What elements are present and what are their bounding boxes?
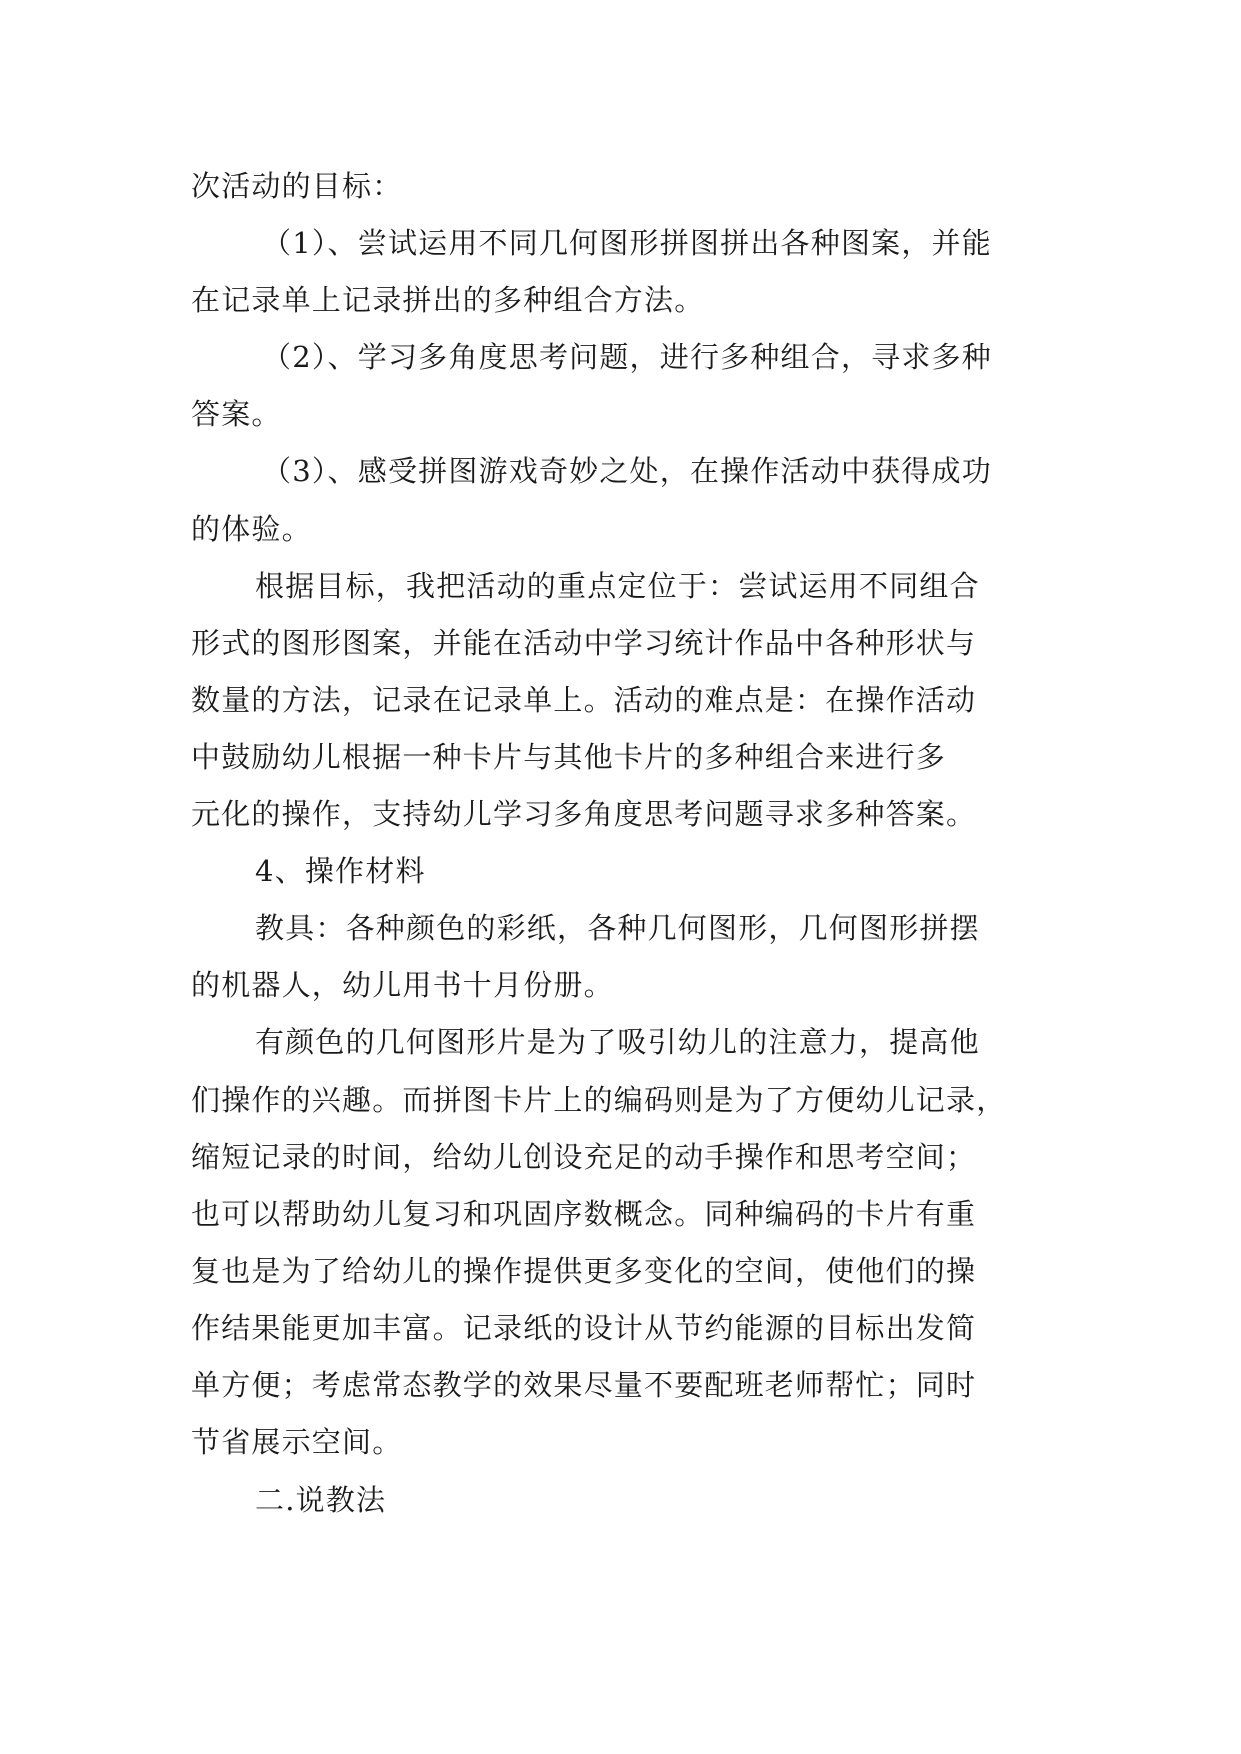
- text-line: 们操作的兴趣。而拼图卡片上的编码则是为了方便幼儿记录，: [191, 1083, 1007, 1117]
- text-line: 作结果能更加丰富。记录纸的设计从节约能源的目标出发简: [191, 1311, 977, 1345]
- text-line: 复也是为了给幼儿的操作提供更多变化的空间，使他们的操: [191, 1254, 977, 1288]
- text-line: 教具：各种颜色的彩纸，各种几何图形，几何图形拼摆: [255, 911, 980, 945]
- section-heading: 二.说教法: [255, 1483, 387, 1517]
- text-line: （2）、学习多角度思考问题，进行多种组合，寻求多种: [262, 340, 992, 374]
- section-heading: 4、操作材料: [255, 854, 426, 888]
- text-line: 的机器人，幼儿用书十月份册。: [191, 968, 614, 1002]
- text-line: 有颜色的几何图形片是为了吸引幼儿的注意力，提高他: [255, 1025, 980, 1059]
- text-line: 在记录单上记录拼出的多种组合方法。: [191, 283, 705, 317]
- text-line: 根据目标，我把活动的重点定位于：尝试运用不同组合: [255, 569, 980, 603]
- text-line: 元化的操作，支持幼儿学习多角度思考问题寻求多种答案。: [191, 797, 977, 831]
- text-line: 也可以帮助幼儿复习和巩固序数概念。同种编码的卡片有重: [191, 1197, 977, 1231]
- text-line: 形式的图形图案，并能在活动中学习统计作品中各种形状与: [191, 626, 977, 660]
- text-line: 中鼓励幼儿根据一种卡片与其他卡片的多种组合来进行多: [191, 740, 947, 774]
- text-line: 次活动的目标：: [191, 169, 403, 203]
- text-line: 单方便；考虑常态教学的效果尽量不要配班老师帮忙；同时: [191, 1368, 977, 1402]
- text-line: 节省展示空间。: [191, 1425, 403, 1459]
- text-line: 缩短记录的时间，给幼儿创设充足的动手操作和思考空间；: [191, 1140, 977, 1174]
- text-line: 答案。: [191, 397, 282, 431]
- text-line: 的体验。: [191, 512, 312, 546]
- text-line: 数量的方法，记录在记录单上。活动的难点是：在操作活动: [191, 683, 977, 717]
- text-line: （1）、尝试运用不同几何图形拼图拼出各种图案，并能: [262, 226, 992, 260]
- text-line: （3）、感受拼图游戏奇妙之处，在操作活动中获得成功: [262, 454, 992, 488]
